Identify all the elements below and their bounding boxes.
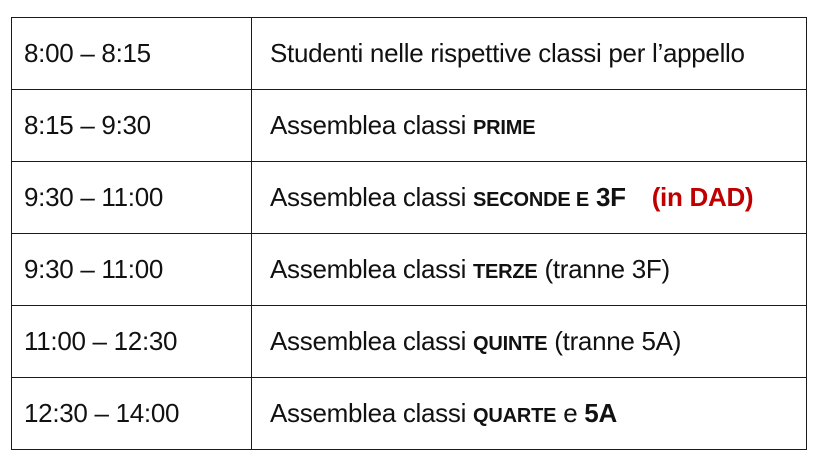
time-cell: 8:00 – 8:15 [12, 18, 252, 90]
activity-cell [252, 162, 807, 234]
dad-note: (in DAD) [651, 182, 754, 212]
schedule-table [11, 17, 807, 450]
time-cell: 12:30 – 14:00 [12, 378, 252, 450]
activity-prefix: Assemblea classi [270, 398, 467, 428]
class-extra: 3F [595, 182, 626, 212]
activity-prefix: Assemblea classi [270, 254, 467, 284]
activity-cell [252, 378, 807, 450]
activity-cell [252, 234, 807, 306]
table-row [12, 90, 807, 162]
activity-prefix: Assemblea classi [270, 182, 467, 212]
class-group: QUARTE [473, 405, 557, 427]
time-cell: 9:30 – 11:00 [12, 162, 252, 234]
activity-cell: Studenti nelle rispettive classi per l’appello [252, 18, 807, 90]
time-cell: 11:00 – 12:30 [12, 306, 252, 378]
connector-text: e [563, 398, 578, 428]
table-row [12, 18, 807, 90]
class-group: QUINTE [473, 333, 548, 355]
class-extra: 5A [584, 398, 617, 428]
class-group: TERZE [473, 261, 538, 283]
class-group: SECONDE E [473, 189, 590, 211]
activity-prefix: Assemblea classi [270, 326, 467, 356]
exception-note: (tranne 5A) [554, 326, 682, 356]
activity-cell [252, 306, 807, 378]
table-row [12, 378, 807, 450]
exception-note: (tranne 3F) [544, 254, 670, 284]
table-row [12, 306, 807, 378]
class-group: PRIME [473, 117, 536, 139]
table-row [12, 162, 807, 234]
activity-prefix: Assemblea classi [270, 110, 467, 140]
time-cell: 9:30 – 11:00 [12, 234, 252, 306]
activity-cell [252, 90, 807, 162]
time-cell: 8:15 – 9:30 [12, 90, 252, 162]
table-row [12, 234, 807, 306]
